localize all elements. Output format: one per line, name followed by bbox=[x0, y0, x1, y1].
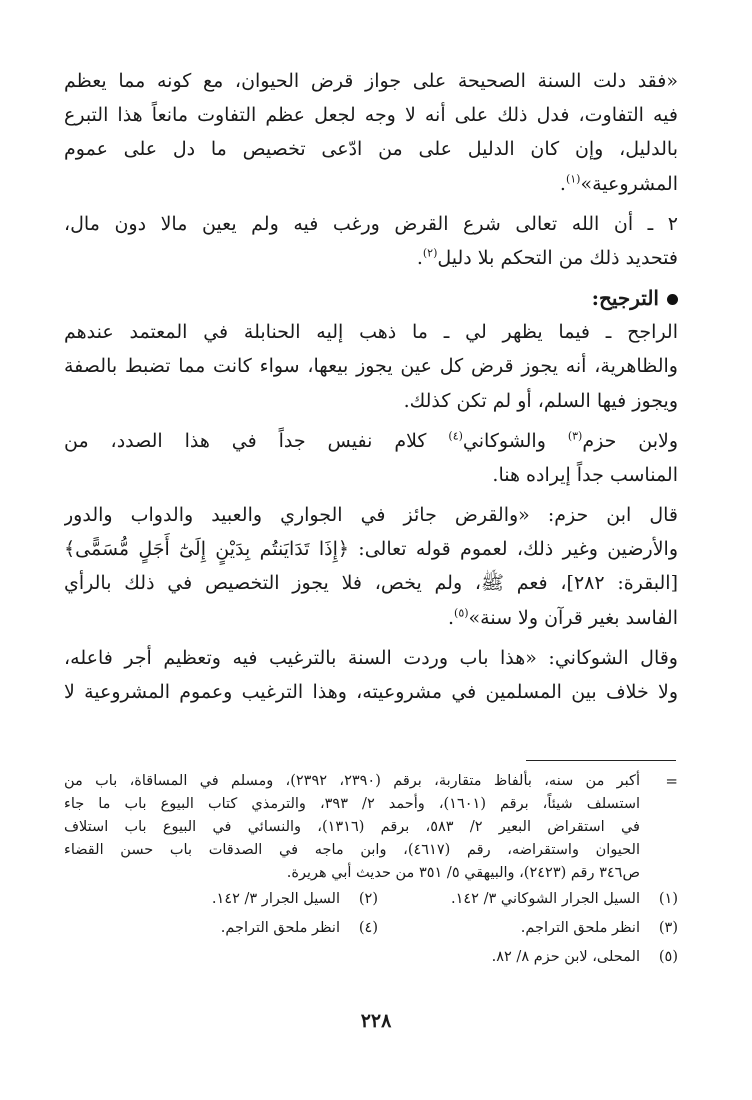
text-line: فيه التفاوت، فدل ذلك على أنه لا وجه لجعل عظم التفاوت مانعاً هذا التبرع bbox=[64, 104, 678, 127]
footnote-3: (٣)انظر ملحق التراجم. bbox=[520, 920, 678, 936]
text-line: والظاهرية، أنه يجوز قرض كل عين يجوز بيعها، سواء كانت مما تضبط بالصفة bbox=[64, 355, 678, 378]
text-line: ويجوز فيها السلم، أو لم تكن كذلك. bbox=[403, 389, 678, 412]
footnote-ref[interactable]: (٢) bbox=[422, 246, 438, 260]
footnote-line: أكبر من سنه، بألفاظ متقاربة، برقم (٢٣٩٠، ٢٣٩٢)، ومسلم في المساقاة، باب من bbox=[64, 773, 640, 789]
footnote-ref[interactable]: (٤) bbox=[448, 429, 463, 443]
footnote-5: (٥)المحلى، لابن حزم ٨/ ٨٢. bbox=[491, 949, 678, 965]
footnotes bbox=[64, 770, 678, 972]
text-line: الفاسد بغير قرآن ولا سنة»$^{(٥)}$. bbox=[447, 606, 678, 629]
text-line: وقال الشوكاني: «هذا باب وردت السنة بالترغيب فيه وتعظيم أجر فاعله، bbox=[64, 646, 678, 669]
paragraph-ibn-hazm-shawkani bbox=[64, 424, 678, 492]
footnote-ref[interactable]: (٣) bbox=[567, 429, 583, 443]
main-text bbox=[64, 64, 678, 709]
text-line: [البقرة: ٢٨٢]، فعم ﷺ، ولم يخص، فلا يجوز التخصيص في ذلك بالرأي bbox=[64, 572, 678, 595]
footnote-line: في استقراض البعير ٢/ ٥٨٣، برقم (١٣١٦)، والنسائي في البيوع باب استلاف bbox=[64, 819, 640, 835]
footnote-line: الحيوان واستقراضه، رقم (٤٦١٧)، وابن ماجه في الصدقات باب حسن القضاء bbox=[64, 842, 640, 858]
footnote-ref[interactable]: (٥) bbox=[454, 606, 469, 620]
footnote-2: (٢)السيل الجرار ٣/ ١٤٢. bbox=[211, 891, 378, 907]
footnote-row bbox=[64, 914, 678, 943]
footnote-line: ص٣٤٦ رقم (٢٤٢٣)، والبيهقي ٥/ ٣٥١ من حديث أبي هريرة. bbox=[286, 865, 640, 881]
footnote-row bbox=[64, 943, 678, 972]
text-line: ٢ ـ أن الله تعالى شرع القرض ورغب فيه ولم يعين مالا دون مال، bbox=[64, 212, 678, 235]
footnote-separator bbox=[526, 760, 676, 761]
footnote-line: استسلف شيئاً، برقم (١٦٠١)، وأحمد ٢/ ٣٩٣، والترمذي كتاب البيوع باب ما جاء bbox=[64, 796, 640, 812]
paragraph-preponderance bbox=[64, 315, 678, 418]
bullet-icon bbox=[667, 294, 678, 305]
footnote-4: (٤)انظر ملحق التراجم. bbox=[220, 920, 378, 936]
paragraph-shawkani-quote bbox=[64, 641, 678, 709]
text-line: بالدليل، وإن كان الدليل على من ادّعى تخصيص ما دل على عموم bbox=[64, 138, 678, 161]
text-line: والأرضين وغير ذلك، لعموم قوله تعالى: ﴿إِذَا تَدَايَنتُم بِدَيْنٍ إِلَىٰٓ أَجَلٍ مُّسَمًّى﴾ bbox=[64, 538, 678, 561]
text-line: قال ابن حزم: «والقرض جائز في الجواري والعبيد والدواب والدور bbox=[64, 504, 678, 527]
text-line: فتحديد ذلك من التحكم بلا دليل$^{(٢)}$. bbox=[416, 246, 678, 269]
text-line: الراجح ـ فيما يظهر لي ـ ما ذهب إليه الحنابلة في المعتمد عندهم bbox=[64, 321, 678, 344]
footnote-row bbox=[64, 885, 678, 914]
paragraph-quote-shawkani-1 bbox=[64, 64, 678, 201]
footnote-1: (١)السيل الجرار الشوكاني ٣/ ١٤٢. bbox=[451, 891, 678, 907]
text-line: المشروعية»$^{(١)}$. bbox=[559, 172, 678, 195]
footnote-ref[interactable]: (١) bbox=[565, 172, 581, 186]
text-line: المناسب جداً إيراده هنا. bbox=[492, 463, 678, 486]
paragraph-point-2 bbox=[64, 207, 678, 275]
paragraph-ibn-hazm-quote bbox=[64, 498, 678, 635]
text-line: ولابن حزم$^{(٣)}$ والشوكاني$^{(٤)}$ كلام نفيس جداً في هذا الصدد، من bbox=[64, 429, 678, 452]
text-line: ولا خلاف بين المسلمين في مشروعيته، وهذا الترغيب وعموم المشروعية لا bbox=[64, 681, 678, 703]
continuation-marker: = bbox=[665, 772, 678, 790]
page-number: ٢٢٨ bbox=[360, 1010, 392, 1032]
section-heading: الترجيح: bbox=[64, 281, 678, 315]
footnote-continuation bbox=[64, 770, 678, 885]
text-line: «فقد دلت السنة الصحيحة على جواز قرض الحيوان، مع كونه مما يعظم bbox=[64, 70, 678, 92]
